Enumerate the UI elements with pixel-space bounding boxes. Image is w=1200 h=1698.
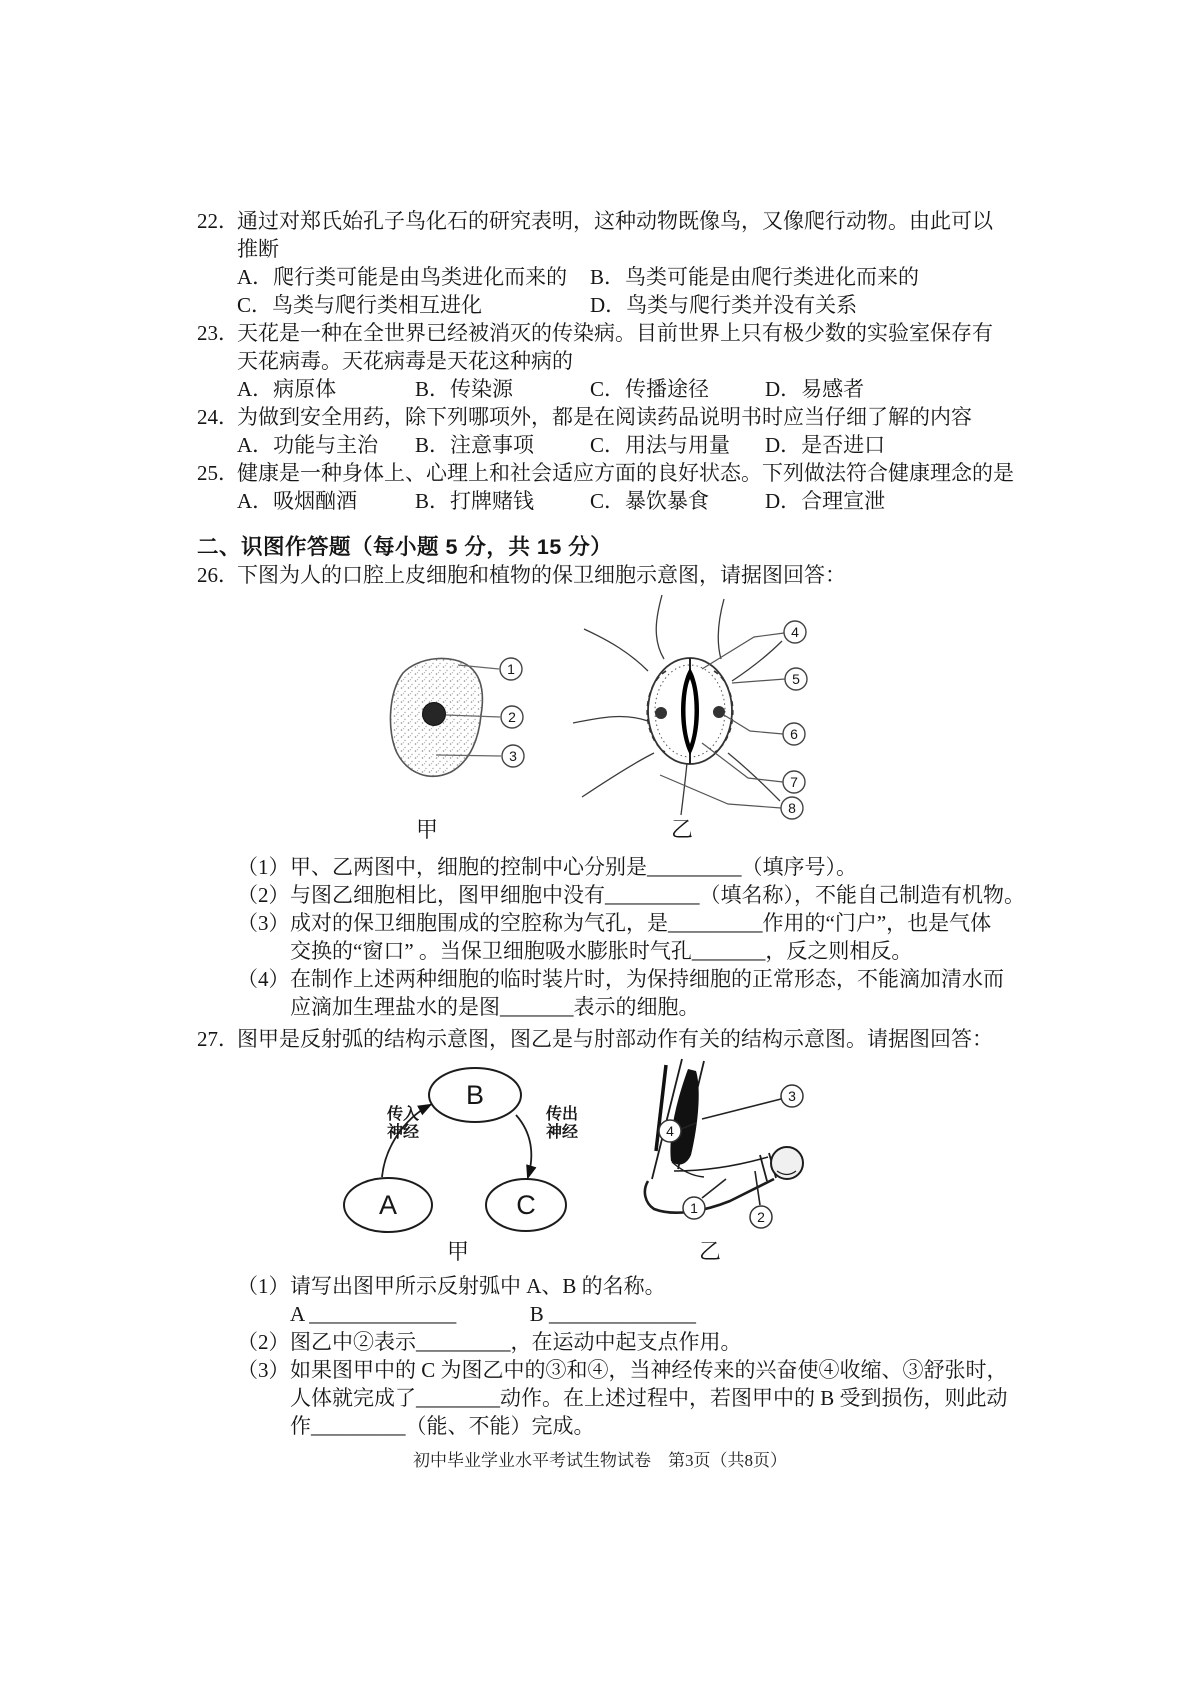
q26-sub-3 (237, 909, 1047, 937)
reflex-node-a-label: A (378, 1190, 398, 1220)
cell-nucleus (423, 703, 446, 726)
q27-sub-3 (237, 1356, 1047, 1384)
leader-line-6 (724, 715, 783, 734)
elbow-label-3-text: 3 (788, 1088, 796, 1104)
epidermal-cell-line (732, 641, 782, 681)
figure-27-caption-jia: 甲 (446, 1239, 470, 1264)
q26-sub-2-line-1: 与图乙细胞相比，图甲细胞中没有_________（填名称），不能自己制造有机物。 (290, 883, 1025, 907)
epidermal-cell-line (728, 753, 780, 801)
q27-number: 27． (197, 1027, 239, 1051)
q24-option-c: C．用法与用量 (590, 433, 731, 457)
q26-number: 26． (197, 563, 239, 587)
q22-option-b: B．鸟类可能是由爬行类进化而来的 (590, 265, 920, 289)
q22-options-row-1 (237, 263, 1037, 291)
q27-sub-3-line-2: 人体就完成了________动作。在上述过程中，若图甲中的 B 受到损伤，则此动 (290, 1386, 1008, 1410)
q23-options-row (237, 375, 1037, 403)
q22-option-d: D．鸟类与爬行类并没有关系 (590, 293, 858, 317)
q27-sub-3-cont-2 (237, 1412, 1047, 1440)
efferent-nerve-label-line-1: 传出 (545, 1106, 579, 1123)
label-circle-8 (781, 797, 803, 819)
biceps-muscle (670, 1069, 698, 1165)
q23-option-c: C．传播途径 (590, 377, 710, 401)
q24-number: 24． (197, 405, 239, 429)
q26-sub-1-marker: （1） (237, 855, 290, 879)
q23-body (237, 319, 1037, 403)
afferent-nerve-label-line-1: 传入 (386, 1106, 420, 1123)
elbow-label-circle-4 (659, 1120, 681, 1142)
q24-option-d: D．是否进口 (765, 433, 886, 457)
label-circle-1 (500, 658, 522, 680)
elbow-label-circle-1 (683, 1197, 705, 1219)
figure-27-caption-yi: 乙 (698, 1239, 722, 1264)
label-8-text: 8 (788, 800, 796, 816)
question-26 (197, 561, 1047, 589)
reflex-node-b-label: B (465, 1080, 485, 1110)
epidermal-cell-line (718, 599, 724, 659)
q25-stem-line-1: 健康是一种身体上、心理上和社会适应方面的良好状态。下列做法符合健康理念的是 (237, 461, 1014, 485)
epidermal-cell-line (681, 763, 687, 815)
figure-26-caption-yi: 乙 (670, 817, 694, 842)
q27-sub-3-line-1: 如果图甲中的 C 为图乙中的③和④，当神经传来的兴奋使④收缩、③舒张时， (290, 1358, 1008, 1382)
q25-body (237, 459, 1037, 515)
label-circle-7 (783, 771, 805, 793)
leader-line-muscle-3 (702, 1099, 781, 1119)
q23-option-a: A．病原体 (237, 377, 337, 401)
q24-body (237, 403, 1037, 459)
label-6-text: 6 (790, 726, 798, 742)
page-footer: 初中毕业学业水平考试生物试卷 第3页（共8页） (413, 1451, 787, 1470)
exam-content (197, 207, 1047, 1440)
reflex-node-c-label: C (516, 1190, 536, 1220)
q24-options-row (237, 431, 1037, 459)
guard-cell-nucleus-left (655, 707, 667, 719)
epidermal-cell-line (573, 717, 648, 723)
label-3-text: 3 (509, 748, 517, 764)
question-23 (197, 319, 1047, 403)
epidermal-cell-line (656, 595, 664, 659)
q27-sub-2-line-1: 图乙中②表示_________，在运动中起支点作用。 (290, 1330, 742, 1354)
q26-sub-4-line-2: 应滴加生理盐水的是图_______表示的细胞。 (290, 995, 700, 1019)
question-25 (197, 459, 1047, 515)
section-2-title: 二、识图作答题（每小题 5 分，共 15 分） (197, 535, 613, 559)
label-5-text: 5 (792, 671, 800, 687)
q22-body (237, 207, 1037, 319)
label-4-text: 4 (791, 624, 799, 640)
label-circle-4 (784, 621, 806, 643)
q26-sub-2 (237, 881, 1047, 909)
elbow-label-2-text: 2 (757, 1209, 765, 1225)
q22-stem-line-1: 通过对郑氏始孔子鸟化石的研究表明，这种动物既像鸟，又像爬行动物。由此可以 (237, 209, 993, 233)
q27-subquestions (237, 1272, 1047, 1440)
q24-option-b: B．注意事项 (415, 433, 535, 457)
q22-options-row-2 (237, 291, 1037, 319)
q26-sub-4-marker: （4） (237, 967, 290, 991)
label-circle-2 (501, 706, 523, 728)
q23-stem-line-2: 天花病毒。天花病毒是天花这种病的 (237, 349, 573, 373)
q23-option-b: B．传染源 (415, 377, 514, 401)
q27-body (237, 1025, 1037, 1053)
q24-option-a: A．功能与主治 (237, 433, 379, 457)
q27-sub-1 (237, 1272, 1047, 1300)
elbow-label-1-text: 1 (690, 1200, 698, 1216)
question-22 (197, 207, 1047, 319)
q27-sub-3-cont-1 (237, 1384, 1047, 1412)
figure-26-caption-jia: 甲 (415, 817, 439, 842)
afferent-nerve-label-line-2: 神经 (386, 1124, 420, 1141)
q27-sub-1-answer-blanks: A ______________ B ______________ (290, 1302, 697, 1326)
q27-sub-3-marker: （3） (237, 1358, 290, 1382)
q27-sub-2-marker: （2） (237, 1330, 290, 1354)
leader-line-bone-1 (702, 1179, 726, 1198)
efferent-nerve-label-line-2: 神经 (545, 1124, 579, 1141)
elbow-label-circle-2 (750, 1206, 772, 1228)
q25-option-a: A．吸烟酗酒 (237, 489, 358, 513)
q22-option-a: A．爬行类可能是由鸟类进化而来的 (237, 265, 568, 289)
q26-sub-2-marker: （2） (237, 883, 290, 907)
figure-26-cell-diagrams (330, 595, 800, 845)
q23-option-d: D．易感者 (765, 377, 865, 401)
label-2-text: 2 (508, 709, 516, 725)
q27-sub-3-line-3: 作_________（能、不能）完成。 (290, 1414, 595, 1438)
q27-sub-1-line-1: 请写出图甲所示反射弧中 A、B 的名称。 (290, 1274, 666, 1298)
q26-sub-4-cont (237, 993, 1047, 1021)
label-1-text: 1 (507, 661, 515, 677)
q26-body (237, 561, 1037, 589)
q26-sub-3-line-2: 交换的“窗口” 。当保卫细胞吸水膨胀时气孔_______，反之则相反。 (290, 939, 913, 963)
q22-number: 22． (197, 209, 239, 233)
figure-27-reflex-arc-and-elbow (330, 1059, 830, 1264)
q26-sub-4-line-1: 在制作上述两种细胞的临时装片时，为保持细胞的正常形态，不能滴加清水而 (290, 967, 1004, 991)
q26-sub-3-line-1: 成对的保卫细胞围成的空腔称为气孔，是_________作用的“门户”，也是气体 (290, 911, 992, 935)
question-27 (197, 1025, 1047, 1053)
label-7-text: 7 (790, 774, 798, 790)
q25-option-c: C．暴饮暴食 (590, 489, 710, 513)
label-circle-5 (785, 668, 807, 690)
label-circle-3 (502, 745, 524, 767)
oral-epithelial-cell-drawing (390, 658, 524, 776)
q26-sub-4 (237, 965, 1047, 993)
q27-sub-1-marker: （1） (237, 1274, 290, 1298)
epidermal-cell-line (582, 753, 654, 797)
q27-sub-2 (237, 1328, 1047, 1356)
efferent-nerve-arrow (516, 1115, 531, 1177)
q26-sub-1 (237, 853, 1047, 881)
q27-sub-1-answers (237, 1300, 1047, 1328)
guard-cell-drawing (573, 595, 785, 815)
q25-option-d: D．合理宣泄 (765, 489, 886, 513)
q26-subquestions (237, 853, 1047, 1021)
q25-option-b: B．打牌赌钱 (415, 489, 535, 513)
q26-sub-1-line-1: 甲、乙两图中，细胞的控制中心分别是_________（填序号）。 (290, 855, 857, 879)
q25-number: 25． (197, 461, 239, 485)
leader-line-5 (732, 679, 785, 683)
q22-stem-line-2: 推断 (237, 237, 279, 261)
q23-number: 23． (197, 321, 239, 345)
label-circle-6 (783, 723, 805, 745)
q24-stem-line-1: 为做到安全用药，除下列哪项外，都是在阅读药品说明书时应当仔细了解的内容 (237, 405, 972, 429)
q23-stem-line-1: 天花是一种在全世界已经被消灭的传染病。目前世界上只有极少数的实验室保存有 (237, 321, 993, 345)
epidermal-cell-line (584, 629, 648, 671)
q22-option-c: C．鸟类与爬行类相互进化 (237, 293, 483, 317)
q27-stem: 图甲是反射弧的结构示意图，图乙是与肘部动作有关的结构示意图。请据图回答： (237, 1027, 993, 1051)
q26-sub-3-marker: （3） (237, 911, 290, 935)
q26-sub-3-cont (237, 937, 1047, 965)
q26-stem: 下图为人的口腔上皮细胞和植物的保卫细胞示意图，请据图回答： (237, 563, 846, 587)
guard-cell-nucleus-right (713, 706, 725, 718)
q25-options-row (237, 487, 1037, 515)
question-24 (197, 403, 1047, 459)
elbow-label-circle-3 (781, 1085, 803, 1107)
elbow-label-4-text: 4 (666, 1123, 674, 1139)
